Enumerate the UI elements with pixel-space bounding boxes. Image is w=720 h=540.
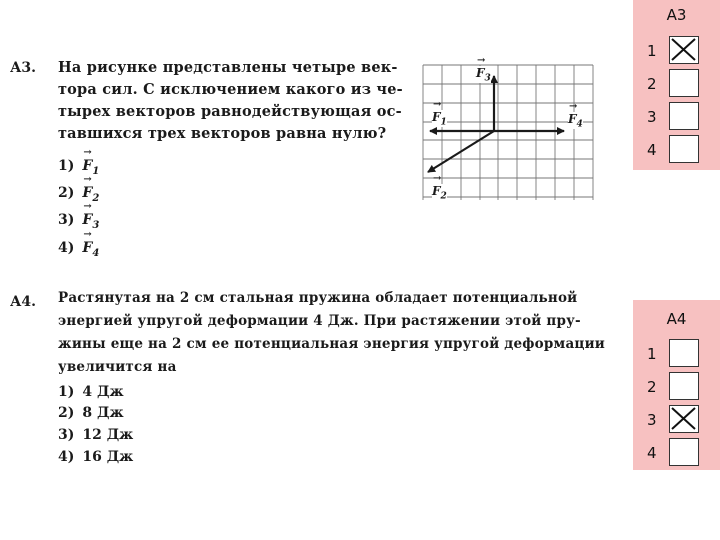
a3-text-line: тора сил. С исключением какого из че- — [58, 81, 403, 98]
a4-text-line: жины еще на 2 см ее потенциальная энергия упругой деформации — [58, 336, 605, 352]
a3-text-line: тырех векторов равнодействующая ос- — [58, 103, 402, 120]
option-number: 4) — [58, 240, 75, 256]
answer-row[interactable] — [633, 135, 720, 165]
option-value: 16 Дж — [82, 449, 134, 465]
a4-option-3 — [58, 427, 133, 443]
vector-label: → $F_1$ — [82, 158, 99, 177]
answer-number: 4 — [647, 141, 657, 159]
answer-checkbox[interactable] — [669, 69, 699, 97]
a3-option-4 — [58, 240, 99, 259]
a4-text-line: энергией упругой деформации 4 Дж. При растяжении этой пру- — [58, 313, 581, 329]
a4-question-number: А4. — [10, 294, 37, 310]
panel-title: А4 — [666, 310, 687, 328]
answer-row[interactable] — [633, 438, 720, 468]
option-number: 3) — [58, 427, 75, 443]
answer-row[interactable] — [633, 339, 720, 369]
answer-panel-a4 — [633, 300, 720, 470]
option-value: 8 Дж — [82, 405, 124, 421]
cross-mark-icon — [670, 37, 697, 62]
a3-option-3 — [58, 212, 99, 231]
answer-row[interactable] — [633, 36, 720, 66]
answer-row[interactable] — [633, 69, 720, 99]
answer-number: 1 — [647, 345, 657, 363]
answer-number: 4 — [647, 444, 657, 462]
a4-option-2 — [58, 405, 124, 421]
a3-text-line: тавшихся трех векторов равна нулю? — [58, 125, 387, 142]
force-vectors-figure — [418, 60, 603, 205]
answer-number: 1 — [647, 42, 657, 60]
option-number: 1) — [58, 158, 75, 174]
a4-option-1 — [58, 384, 124, 400]
answer-checkbox[interactable] — [669, 102, 699, 130]
a3-question-number: А3. — [10, 60, 37, 76]
answer-checkbox[interactable] — [669, 339, 699, 367]
label-f2: → $F_2$ — [432, 184, 447, 201]
answer-row[interactable] — [633, 405, 720, 435]
answer-number: 3 — [647, 108, 657, 126]
answer-number: 2 — [647, 75, 657, 93]
a3-text-line: На рисунке представлены четыре век- — [58, 59, 398, 76]
vector-label: → $F_2$ — [82, 185, 99, 204]
answer-number: 3 — [647, 411, 657, 429]
label-f1: → $F_1$ — [432, 110, 447, 127]
option-number: 3) — [58, 212, 75, 228]
answer-checkbox[interactable] — [669, 36, 699, 64]
a4-option-4 — [58, 449, 133, 465]
a4-text-line: Растянутая на 2 см стальная пружина обладает потенциальной — [58, 290, 578, 306]
answer-checkbox[interactable] — [669, 438, 699, 466]
vector-label: → $F_4$ — [82, 240, 99, 259]
label-f4: → $F_4$ — [568, 112, 583, 129]
cross-mark-icon — [670, 406, 697, 431]
a3-option-2 — [58, 185, 99, 204]
answer-checkbox[interactable] — [669, 135, 699, 163]
option-number: 4) — [58, 449, 75, 465]
vector-label: → $F_3$ — [82, 212, 99, 231]
option-number: 1) — [58, 384, 75, 400]
answer-row[interactable] — [633, 372, 720, 402]
answer-checkbox[interactable] — [669, 405, 699, 433]
answer-checkbox[interactable] — [669, 372, 699, 400]
option-value: 12 Дж — [82, 427, 134, 443]
a4-text-line: увеличится на — [58, 359, 177, 375]
label-f3: → $F_3$ — [476, 66, 491, 83]
answer-panel-a3 — [633, 0, 720, 170]
option-value: 4 Дж — [82, 384, 124, 400]
answer-row[interactable] — [633, 102, 720, 132]
answer-number: 2 — [647, 378, 657, 396]
option-number: 2) — [58, 185, 75, 201]
option-number: 2) — [58, 405, 75, 421]
panel-title: А3 — [666, 6, 687, 24]
a3-option-1 — [58, 158, 99, 177]
